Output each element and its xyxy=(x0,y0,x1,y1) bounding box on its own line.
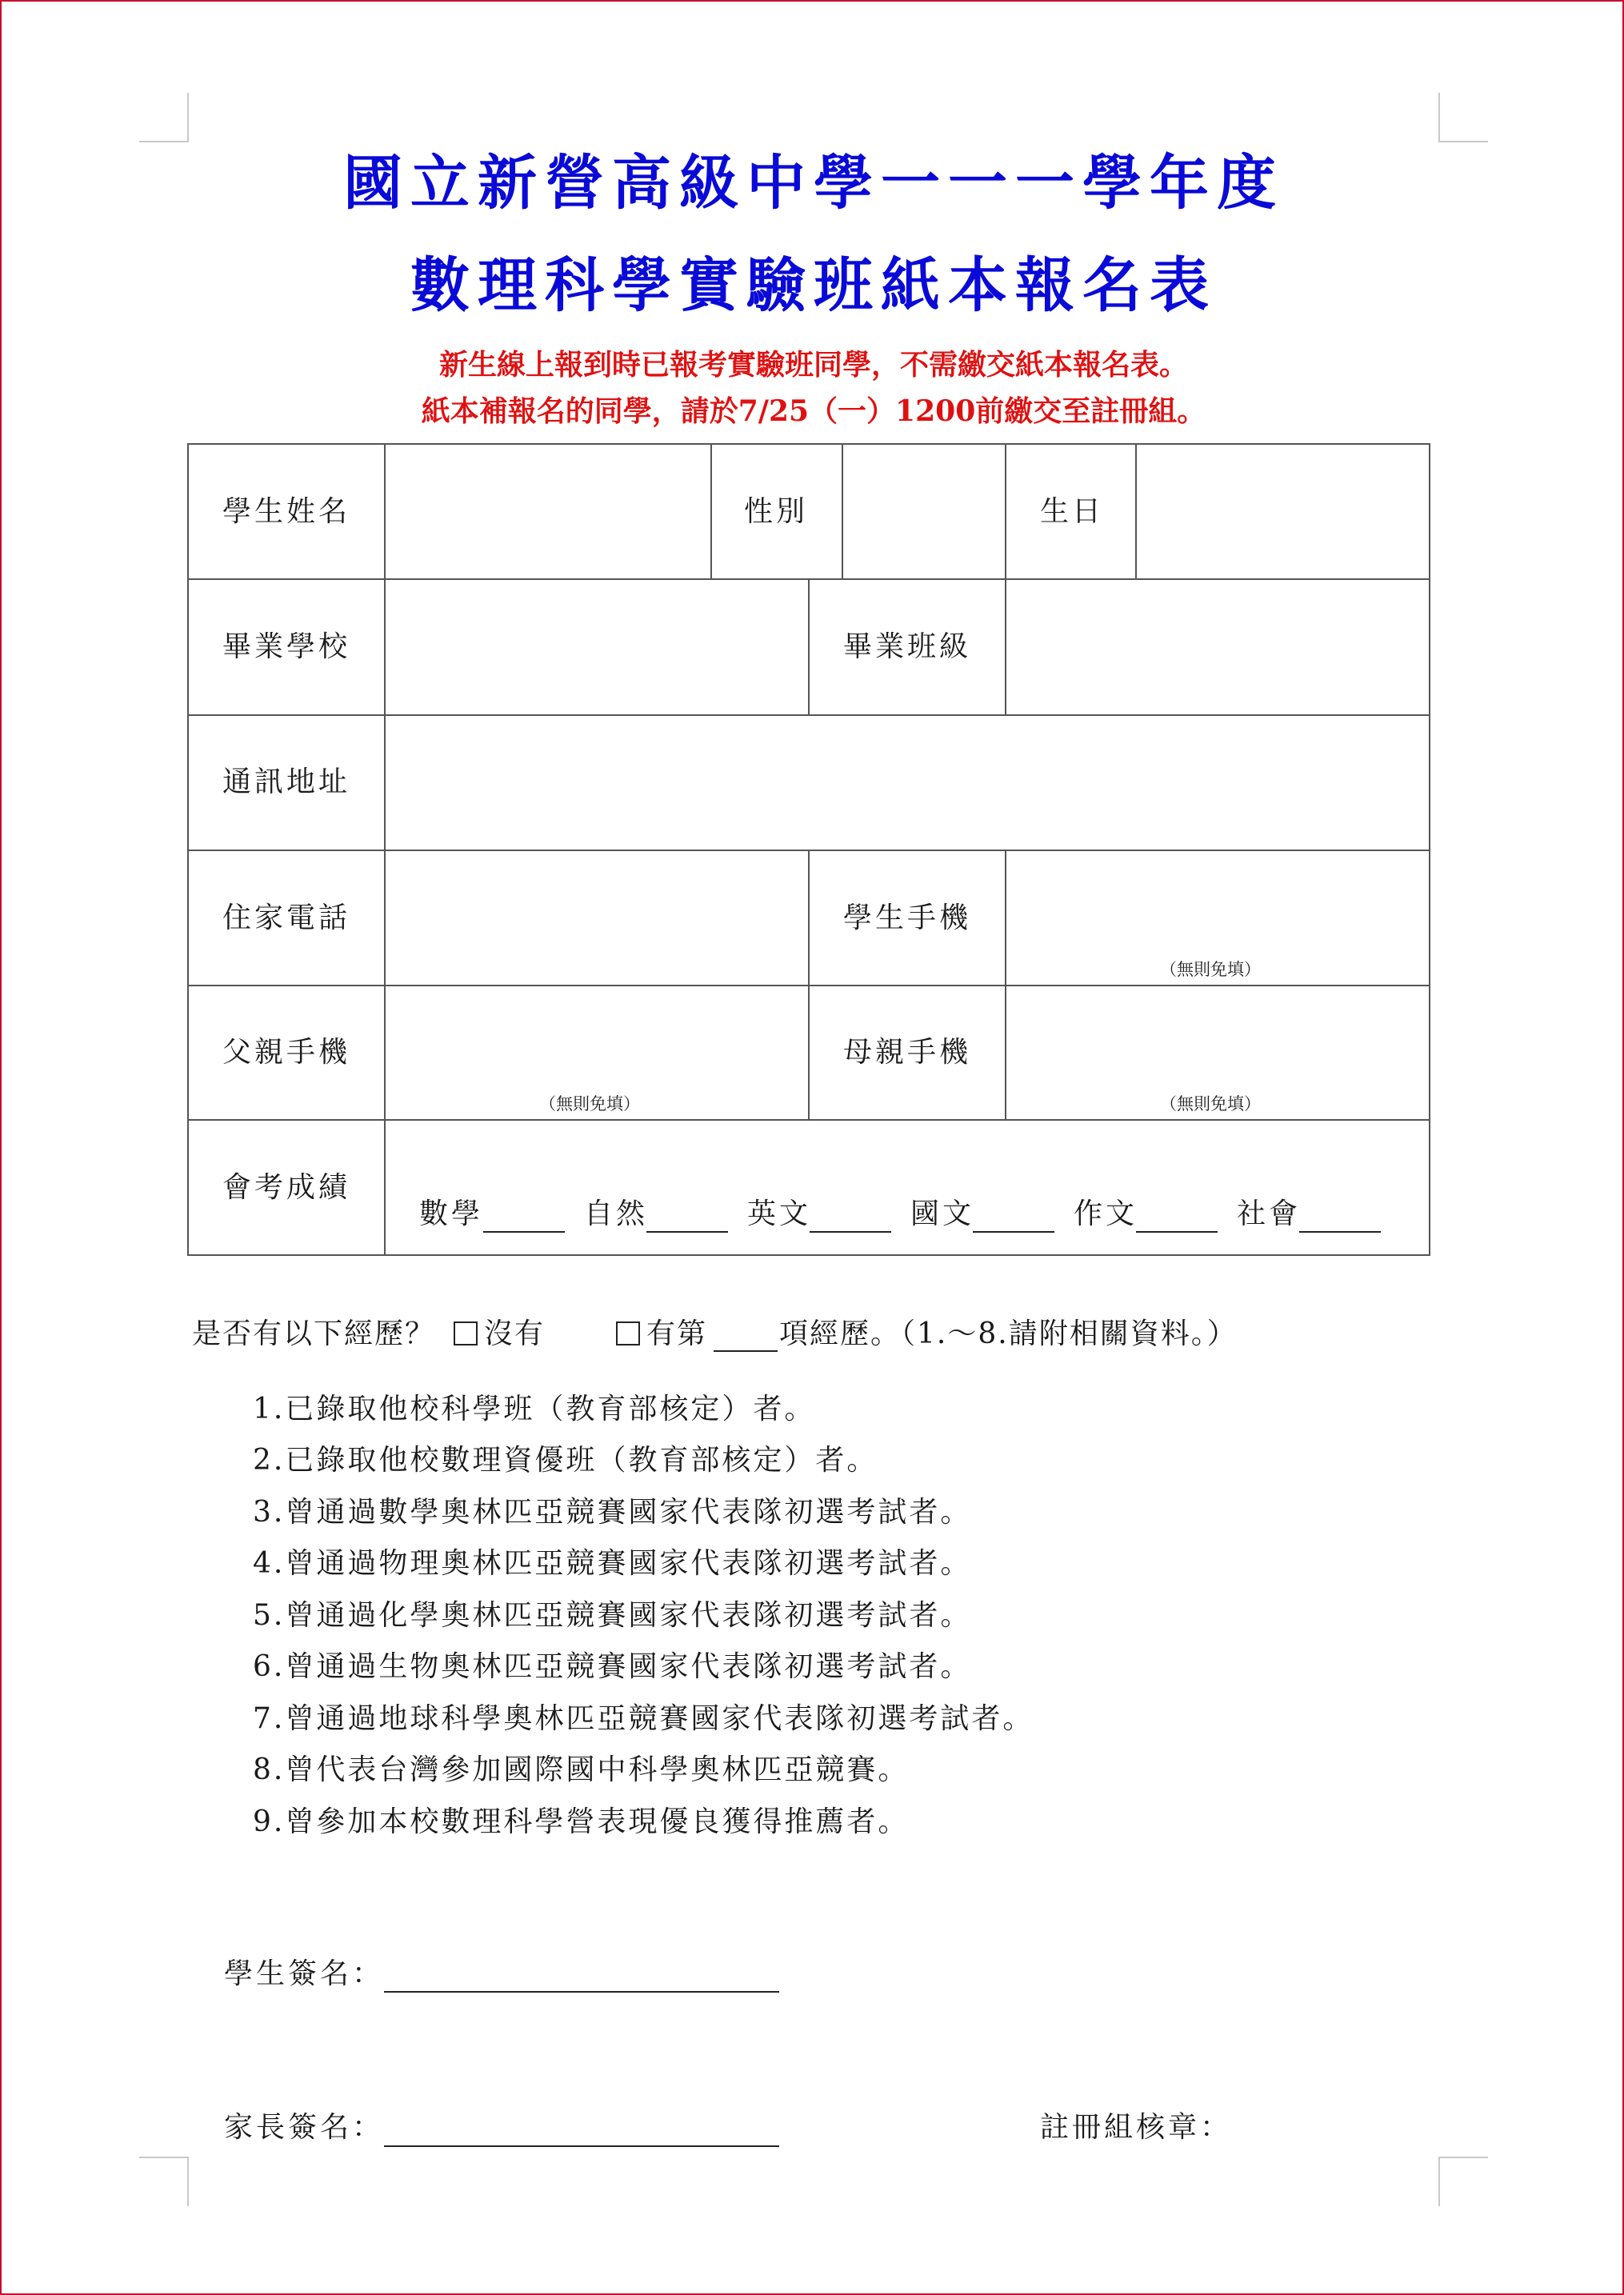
input-graduated-school[interactable] xyxy=(386,580,808,714)
label-gender: 性別 xyxy=(744,495,809,528)
row2-divider-a xyxy=(808,578,810,715)
crop-mark-bottom-left-v xyxy=(187,2157,189,2206)
score-label-math: 數學 xyxy=(419,1197,484,1230)
note-mother-mobile-optional: （無則免填） xyxy=(1160,1094,1261,1114)
label-address: 通訊地址 xyxy=(222,766,351,798)
input-gender[interactable] xyxy=(843,445,1005,578)
student-signature-label: 學生簽名： xyxy=(224,1957,385,1990)
score-blank-chinese[interactable] xyxy=(973,1231,1054,1233)
crop-mark-bottom-right-v xyxy=(1438,2157,1440,2206)
option-no-label: 沒有 xyxy=(484,1317,546,1350)
row1-divider-c xyxy=(1005,443,1006,579)
score-blank-english[interactable] xyxy=(810,1231,891,1233)
score-label-english: 英文 xyxy=(747,1197,812,1230)
label-graduated-school: 畢業學校 xyxy=(222,630,351,663)
checkbox-no[interactable] xyxy=(454,1321,478,1345)
experience-item-5: 5.曾通過化學奧林匹亞競賽國家代表隊初選考試者。 xyxy=(253,1599,972,1632)
score-blank-science[interactable] xyxy=(646,1231,728,1233)
crop-mark-top-right-h xyxy=(1438,141,1488,142)
table-border-bottom xyxy=(187,1254,1430,1256)
label-student-mobile: 學生手機 xyxy=(843,902,972,934)
crop-mark-top-left-h xyxy=(139,141,189,142)
input-home-phone[interactable] xyxy=(386,851,808,985)
row1-divider-a xyxy=(710,443,712,579)
parent-signature-line[interactable] xyxy=(384,2145,779,2147)
label-mother-mobile: 母親手機 xyxy=(843,1036,972,1069)
parent-signature-label: 家長簽名： xyxy=(224,2111,385,2144)
label-exam-scores: 會考成績 xyxy=(222,1171,351,1204)
label-home-phone: 住家電話 xyxy=(222,902,351,934)
crop-mark-top-right-v xyxy=(1438,93,1440,142)
experience-item-3: 3.曾通過數學奧林匹亞競賽國家代表隊初選考試者。 xyxy=(253,1496,972,1529)
label-student-name: 學生姓名 xyxy=(222,495,351,528)
input-birthday[interactable] xyxy=(1137,445,1429,578)
label-graduated-class: 畢業班級 xyxy=(843,630,972,663)
score-blank-composition[interactable] xyxy=(1136,1231,1218,1233)
score-label-science: 自然 xyxy=(584,1197,649,1230)
note-student-mobile-optional: （無則免填） xyxy=(1160,960,1261,979)
input-student-name[interactable] xyxy=(386,445,710,578)
crop-mark-bottom-right-h xyxy=(1438,2157,1488,2158)
document-title-line1: 國立新營高級中學一一一學年度 xyxy=(343,149,1284,218)
score-label-social: 社會 xyxy=(1237,1197,1302,1230)
crop-mark-bottom-left-h xyxy=(139,2157,189,2158)
input-graduated-class[interactable] xyxy=(1006,580,1429,714)
label-father-mobile: 父親手機 xyxy=(222,1036,351,1069)
notice-line2: 紙本補報名的同學，請於7/25（一）1200前繳交至註冊組。 xyxy=(421,394,1206,428)
score-label-composition: 作文 xyxy=(1074,1197,1138,1230)
experience-question: 是否有以下經歷？ xyxy=(192,1317,436,1350)
experience-item-number-blank[interactable] xyxy=(714,1350,778,1352)
label-birthday: 生日 xyxy=(1040,495,1105,528)
score-label-chinese: 國文 xyxy=(910,1197,975,1230)
document-title-line2: 數理科學實驗班紙本報名表 xyxy=(410,251,1217,320)
notice-line1: 新生線上報到時已報考實驗班同學，不需繳交紙本報名表。 xyxy=(438,348,1188,382)
registry-stamp-label: 註冊組核章： xyxy=(1040,2111,1233,2144)
score-blank-social[interactable] xyxy=(1299,1231,1381,1233)
experience-item-7: 7.曾通過地球科學奧林匹亞競賽國家代表隊初選考試者。 xyxy=(253,1702,1034,1735)
experience-item-8: 8.曾代表台灣參加國際國中科學奧林匹亞競賽。 xyxy=(253,1753,910,1786)
student-signature-line[interactable] xyxy=(384,1991,779,1993)
experience-item-6: 6.曾通過生物奧林匹亞競賽國家代表隊初選考試者。 xyxy=(253,1650,972,1683)
input-address[interactable] xyxy=(386,716,1429,850)
experience-item-1: 1.已錄取他校科學班（教育部核定）者。 xyxy=(253,1393,816,1425)
note-father-mobile-optional: （無則免填） xyxy=(539,1094,640,1114)
row4-divider-a xyxy=(808,850,810,1121)
option-yes-suffix: 項經歷。（1.～8.請附相關資料。） xyxy=(779,1317,1238,1350)
option-yes-prefix: 有第 xyxy=(646,1317,708,1350)
checkbox-yes[interactable] xyxy=(616,1321,640,1345)
experience-item-9: 9.曾參加本校數理科學營表現優良獲得推薦者。 xyxy=(253,1805,910,1838)
score-blank-math[interactable] xyxy=(483,1231,565,1233)
experience-item-2: 2.已錄取他校數理資優班（教育部核定）者。 xyxy=(253,1444,878,1477)
crop-mark-top-left-v xyxy=(187,93,189,142)
experience-item-4: 4.曾通過物理奧林匹亞競賽國家代表隊初選考試者。 xyxy=(253,1547,972,1580)
